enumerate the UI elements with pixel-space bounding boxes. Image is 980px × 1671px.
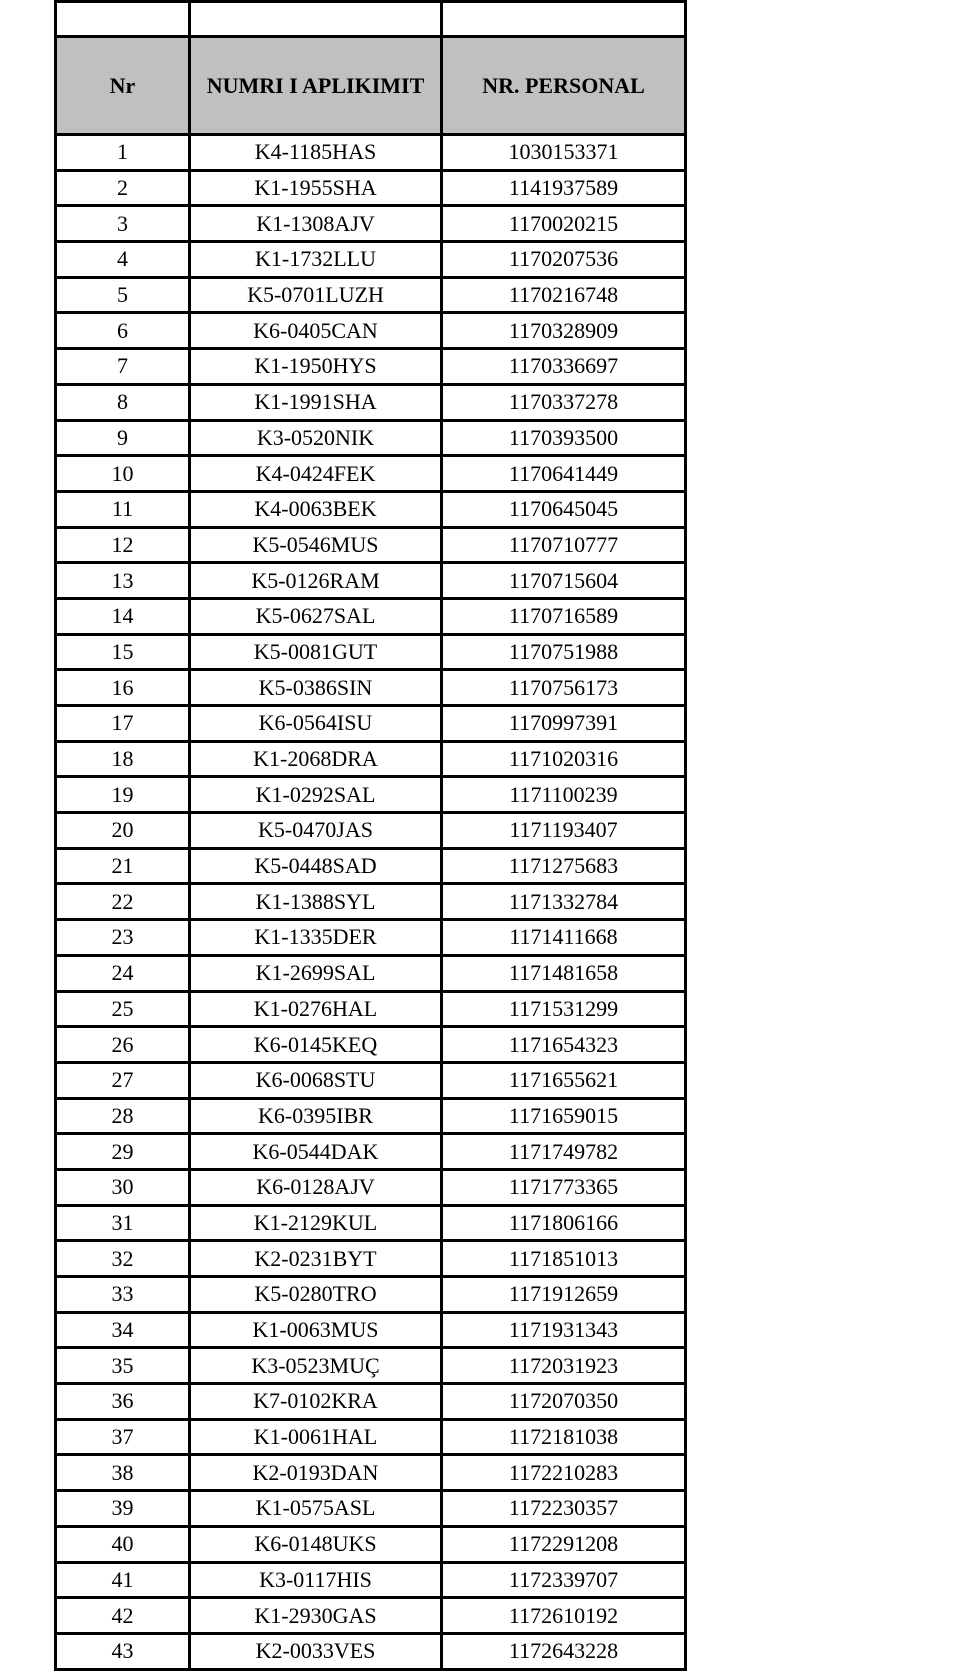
personal-number-cell: 1171851013: [442, 1241, 686, 1277]
application-number-cell: K5-0081GUT: [190, 634, 442, 670]
application-number-cell: K3-0117HIS: [190, 1562, 442, 1598]
application-number-cell: K5-0386SIN: [190, 670, 442, 706]
application-number-cell: K4-0424FEK: [190, 456, 442, 492]
application-number-cell: K1-2068DRA: [190, 741, 442, 777]
application-number-cell: K3-0523MUÇ: [190, 1348, 442, 1384]
application-number-cell: K5-0280TRO: [190, 1277, 442, 1313]
application-number-cell: K1-1308AJV: [190, 206, 442, 242]
table-row: [56, 1169, 686, 1205]
table-row: [56, 884, 686, 920]
personal-number-cell: 1171749782: [442, 1134, 686, 1170]
application-number-cell: K1-0575ASL: [190, 1491, 442, 1527]
personal-number-cell: 1172230357: [442, 1491, 686, 1527]
row-number-cell: 9: [56, 420, 190, 456]
application-number-cell: K6-0395IBR: [190, 1098, 442, 1134]
row-number-cell: 17: [56, 706, 190, 742]
table-row: [56, 1384, 686, 1420]
application-number-cell: K6-0145KEQ: [190, 1027, 442, 1063]
table-row: [56, 206, 686, 242]
row-number-cell: 32: [56, 1241, 190, 1277]
personal-number-cell: 1171659015: [442, 1098, 686, 1134]
row-number-cell: 29: [56, 1134, 190, 1170]
personal-number-cell: 1171481658: [442, 955, 686, 991]
table-row: [56, 955, 686, 991]
row-number-cell: 6: [56, 313, 190, 349]
row-number-cell: 37: [56, 1419, 190, 1455]
application-number-cell: K6-0544DAK: [190, 1134, 442, 1170]
blank-cell: [56, 2, 190, 37]
row-number-cell: 15: [56, 634, 190, 670]
personal-number-cell: 1170216748: [442, 277, 686, 313]
row-number-cell: 22: [56, 884, 190, 920]
row-number-cell: 8: [56, 384, 190, 420]
personal-number-cell: 1171806166: [442, 1205, 686, 1241]
row-number-cell: 40: [56, 1526, 190, 1562]
table-row: [56, 1455, 686, 1491]
application-number-cell: K2-0231BYT: [190, 1241, 442, 1277]
personal-number-cell: 1172610192: [442, 1598, 686, 1634]
table-row: [56, 1277, 686, 1313]
table-row: [56, 277, 686, 313]
table-body: [56, 2, 686, 1670]
row-number-cell: 11: [56, 491, 190, 527]
personal-number-cell: 1171100239: [442, 777, 686, 813]
row-number-cell: 7: [56, 349, 190, 385]
personal-number-cell: 1172339707: [442, 1562, 686, 1598]
application-number-cell: K5-0627SAL: [190, 598, 442, 634]
application-number-cell: K1-1732LLU: [190, 242, 442, 278]
table-row: [56, 813, 686, 849]
personal-number-cell: 1171531299: [442, 991, 686, 1027]
application-number-cell: K4-0063BEK: [190, 491, 442, 527]
application-number-cell: K1-1388SYL: [190, 884, 442, 920]
table-row: [56, 598, 686, 634]
table-row: [56, 1633, 686, 1669]
row-number-cell: 14: [56, 598, 190, 634]
table-row: [56, 313, 686, 349]
header-application-number: NUMRI I APLIKIMIT: [190, 37, 442, 135]
personal-number-cell: 1172181038: [442, 1419, 686, 1455]
table-row: [56, 420, 686, 456]
application-number-cell: K5-0126RAM: [190, 563, 442, 599]
row-number-cell: 13: [56, 563, 190, 599]
row-number-cell: 21: [56, 848, 190, 884]
table-row: [56, 349, 686, 385]
row-number-cell: 26: [56, 1027, 190, 1063]
row-number-cell: 10: [56, 456, 190, 492]
row-number-cell: 31: [56, 1205, 190, 1241]
application-number-cell: K5-0701LUZH: [190, 277, 442, 313]
row-number-cell: 27: [56, 1062, 190, 1098]
row-number-cell: 39: [56, 1491, 190, 1527]
application-number-cell: K6-0564ISU: [190, 706, 442, 742]
row-number-cell: 33: [56, 1277, 190, 1313]
table-row: [56, 170, 686, 206]
table-row: [56, 920, 686, 956]
table-row: [56, 634, 686, 670]
table-row: [56, 1134, 686, 1170]
personal-number-cell: 1141937589: [442, 170, 686, 206]
application-number-cell: K6-0128AJV: [190, 1169, 442, 1205]
application-number-cell: K1-0292SAL: [190, 777, 442, 813]
table-row: [56, 1598, 686, 1634]
blank-top-row: [56, 2, 686, 37]
personal-number-cell: 1171275683: [442, 848, 686, 884]
row-number-cell: 3: [56, 206, 190, 242]
application-number-cell: K5-0470JAS: [190, 813, 442, 849]
row-number-cell: 36: [56, 1384, 190, 1420]
row-number-cell: 2: [56, 170, 190, 206]
row-number-cell: 1: [56, 135, 190, 171]
application-number-cell: K6-0068STU: [190, 1062, 442, 1098]
application-number-cell: K1-2129KUL: [190, 1205, 442, 1241]
blank-cell: [442, 2, 686, 37]
table-row: [56, 1062, 686, 1098]
personal-number-cell: 1171773365: [442, 1169, 686, 1205]
personal-number-cell: 1170716589: [442, 598, 686, 634]
row-number-cell: 24: [56, 955, 190, 991]
personal-number-cell: 1171020316: [442, 741, 686, 777]
table-row: [56, 1027, 686, 1063]
table-row: [56, 991, 686, 1027]
row-number-cell: 18: [56, 741, 190, 777]
table-row: [56, 1241, 686, 1277]
row-number-cell: 28: [56, 1098, 190, 1134]
header-personal-number: NR. PERSONAL: [442, 37, 686, 135]
application-number-cell: K1-0276HAL: [190, 991, 442, 1027]
personal-number-cell: 1170336697: [442, 349, 686, 385]
table-row: [56, 1312, 686, 1348]
personal-number-cell: 1030153371: [442, 135, 686, 171]
row-number-cell: 41: [56, 1562, 190, 1598]
table-row: [56, 1205, 686, 1241]
table-row: [56, 242, 686, 278]
table-row: [56, 848, 686, 884]
personal-number-cell: 1172643228: [442, 1633, 686, 1669]
application-number-cell: K1-0063MUS: [190, 1312, 442, 1348]
row-number-cell: 43: [56, 1633, 190, 1669]
personal-number-cell: 1171931343: [442, 1312, 686, 1348]
row-number-cell: 38: [56, 1455, 190, 1491]
application-number-cell: K2-0193DAN: [190, 1455, 442, 1491]
application-number-cell: K1-1991SHA: [190, 384, 442, 420]
personal-number-cell: 1171411668: [442, 920, 686, 956]
personal-number-cell: 1170997391: [442, 706, 686, 742]
personal-number-cell: 1170751988: [442, 634, 686, 670]
personal-number-cell: 1172210283: [442, 1455, 686, 1491]
table-row: [56, 1491, 686, 1527]
table-row: [56, 777, 686, 813]
personal-number-cell: 1171655621: [442, 1062, 686, 1098]
application-number-cell: K5-0546MUS: [190, 527, 442, 563]
application-number-cell: K7-0102KRA: [190, 1384, 442, 1420]
personal-number-cell: 1170645045: [442, 491, 686, 527]
header-nr: Nr: [56, 37, 190, 135]
application-number-cell: K1-0061HAL: [190, 1419, 442, 1455]
personal-number-cell: 1170641449: [442, 456, 686, 492]
application-number-cell: K1-2699SAL: [190, 955, 442, 991]
application-number-cell: K2-0033VES: [190, 1633, 442, 1669]
table-row: [56, 1562, 686, 1598]
personal-number-cell: 1172291208: [442, 1526, 686, 1562]
application-number-cell: K6-0148UKS: [190, 1526, 442, 1562]
table-row: [56, 1098, 686, 1134]
personal-number-cell: 1170207536: [442, 242, 686, 278]
personal-number-cell: 1170328909: [442, 313, 686, 349]
row-number-cell: 42: [56, 1598, 190, 1634]
table-row: [56, 1419, 686, 1455]
table-row: [56, 563, 686, 599]
table-row: [56, 1348, 686, 1384]
application-number-cell: K1-1955SHA: [190, 170, 442, 206]
personal-number-cell: 1170710777: [442, 527, 686, 563]
table-row: [56, 1526, 686, 1562]
table-row: [56, 456, 686, 492]
row-number-cell: 20: [56, 813, 190, 849]
table-row: [56, 670, 686, 706]
row-number-cell: 16: [56, 670, 190, 706]
table-row: [56, 706, 686, 742]
row-number-cell: 30: [56, 1169, 190, 1205]
personal-number-cell: 1172031923: [442, 1348, 686, 1384]
header-row: [56, 37, 686, 135]
table-row: [56, 527, 686, 563]
personal-number-cell: 1171912659: [442, 1277, 686, 1313]
blank-cell: [190, 2, 442, 37]
row-number-cell: 4: [56, 242, 190, 278]
personal-number-cell: 1170715604: [442, 563, 686, 599]
personal-number-cell: 1170337278: [442, 384, 686, 420]
table-row: [56, 135, 686, 171]
table-row: [56, 741, 686, 777]
personal-number-cell: 1170393500: [442, 420, 686, 456]
row-number-cell: 23: [56, 920, 190, 956]
application-number-cell: K6-0405CAN: [190, 313, 442, 349]
application-number-cell: K1-1950HYS: [190, 349, 442, 385]
application-number-cell: K3-0520NIK: [190, 420, 442, 456]
application-number-cell: K1-2930GAS: [190, 1598, 442, 1634]
applicants-table: [54, 0, 687, 1671]
row-number-cell: 35: [56, 1348, 190, 1384]
personal-number-cell: 1171654323: [442, 1027, 686, 1063]
row-number-cell: 19: [56, 777, 190, 813]
personal-number-cell: 1171193407: [442, 813, 686, 849]
table-row: [56, 491, 686, 527]
row-number-cell: 34: [56, 1312, 190, 1348]
row-number-cell: 5: [56, 277, 190, 313]
table-row: [56, 384, 686, 420]
personal-number-cell: 1171332784: [442, 884, 686, 920]
application-number-cell: K1-1335DER: [190, 920, 442, 956]
row-number-cell: 12: [56, 527, 190, 563]
application-number-cell: K5-0448SAD: [190, 848, 442, 884]
row-number-cell: 25: [56, 991, 190, 1027]
personal-number-cell: 1172070350: [442, 1384, 686, 1420]
personal-number-cell: 1170756173: [442, 670, 686, 706]
personal-number-cell: 1170020215: [442, 206, 686, 242]
application-number-cell: K4-1185HAS: [190, 135, 442, 171]
